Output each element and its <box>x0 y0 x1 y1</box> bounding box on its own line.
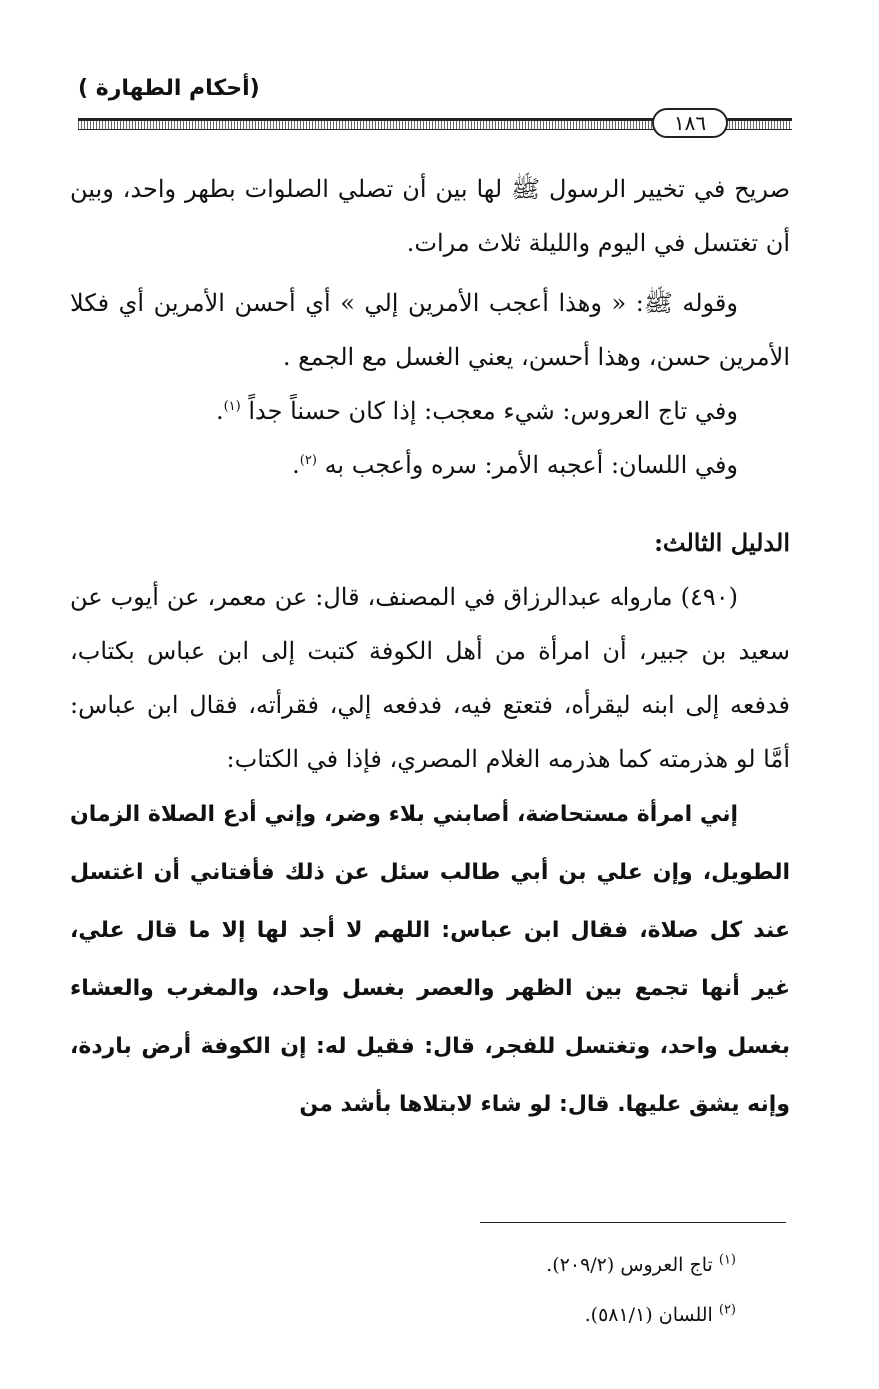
paragraph-3-end: . <box>215 397 224 425</box>
footnote-1-ref: (١) <box>718 1252 736 1268</box>
footnotes <box>300 1240 736 1340</box>
footnote-ref-2: (٢) <box>299 453 317 468</box>
footnote-2-text: اللسان (٥٨١/١). <box>584 1304 713 1326</box>
paragraph-3 <box>70 384 790 438</box>
section-heading: الدليل الثالث: <box>654 528 790 557</box>
footnote-2 <box>300 1290 736 1340</box>
running-head: (أحكام الطهارة ) <box>78 76 260 101</box>
paragraph-4-end: . <box>292 451 300 479</box>
page-number: ١٨٦ <box>652 108 728 138</box>
paragraph-4 <box>70 438 790 492</box>
footnote-2-ref: (٢) <box>718 1302 736 1318</box>
quoted-letter: إني امرأة مستحاضة، أصابني بلاء وضر، وإني أدع الصلاة الزمان الطويل، وإن علي بن أبي طالب سئل عن ذلك فأفتاني أن اغتسل عند كل صلاة، فقال ابن عباس: اللهم لا أجد لها إلا ما قال علي، غير أنها تجمع بين الظهر والعصر بغسل واحد، والمغرب والعشاء بغسل واحد، وتغتسل للفجر، قال: فقيل له: إن الكوفة أرض باردة، وإنه يشق عليها. قال: لو شاء لابتلاها بأشد من <box>70 802 790 1117</box>
paragraph-2: وقوله ﷺ: « وهذا أعجب الأمرين إلي » أي أحسن الأمرين أي فكلا الأمرين حسن، وهذا أحسن، يعني الغسل مع الجمع . <box>70 289 790 371</box>
footnote-ref-1: (١) <box>223 399 241 414</box>
paragraph-3-text: وفي تاج العروس: شيء معجب: إذا كان حسناً جداً <box>248 397 738 425</box>
footnote-1 <box>300 1240 736 1290</box>
body-text <box>70 162 790 1134</box>
paragraph-4-text: وفي اللسان: أعجبه الأمر: سره وأعجب به <box>324 451 738 479</box>
hadith-paragraph: (٤٩٠) ماروا‍ه عبدالرزاق في المصنف، قال: عن معمر، عن أيوب عن سعيد بن جبير، أن امرأة من أهل الكوفة كتبت إلى ابن عباس بكتاب، فدفعه إلى ابنه ليقرأه، فتعتع فيه، فدفعه إلي، فقرأته، فقال ابن عباس: أمَّا لو هذرمته كما هذرمه الغلام المصري، فإذا في الكتاب: <box>70 583 790 773</box>
footnote-1-text: تاج العروس (٢٠٩/٢). <box>546 1254 713 1276</box>
paragraph-1: صريح في تخيير الرسول ﷺ لها بين أن تصلي الصلوات بطهر واحد، وبين أن تغتسل في اليوم والليلة ثلاث مرات. <box>70 175 790 257</box>
footnote-rule <box>480 1222 786 1223</box>
